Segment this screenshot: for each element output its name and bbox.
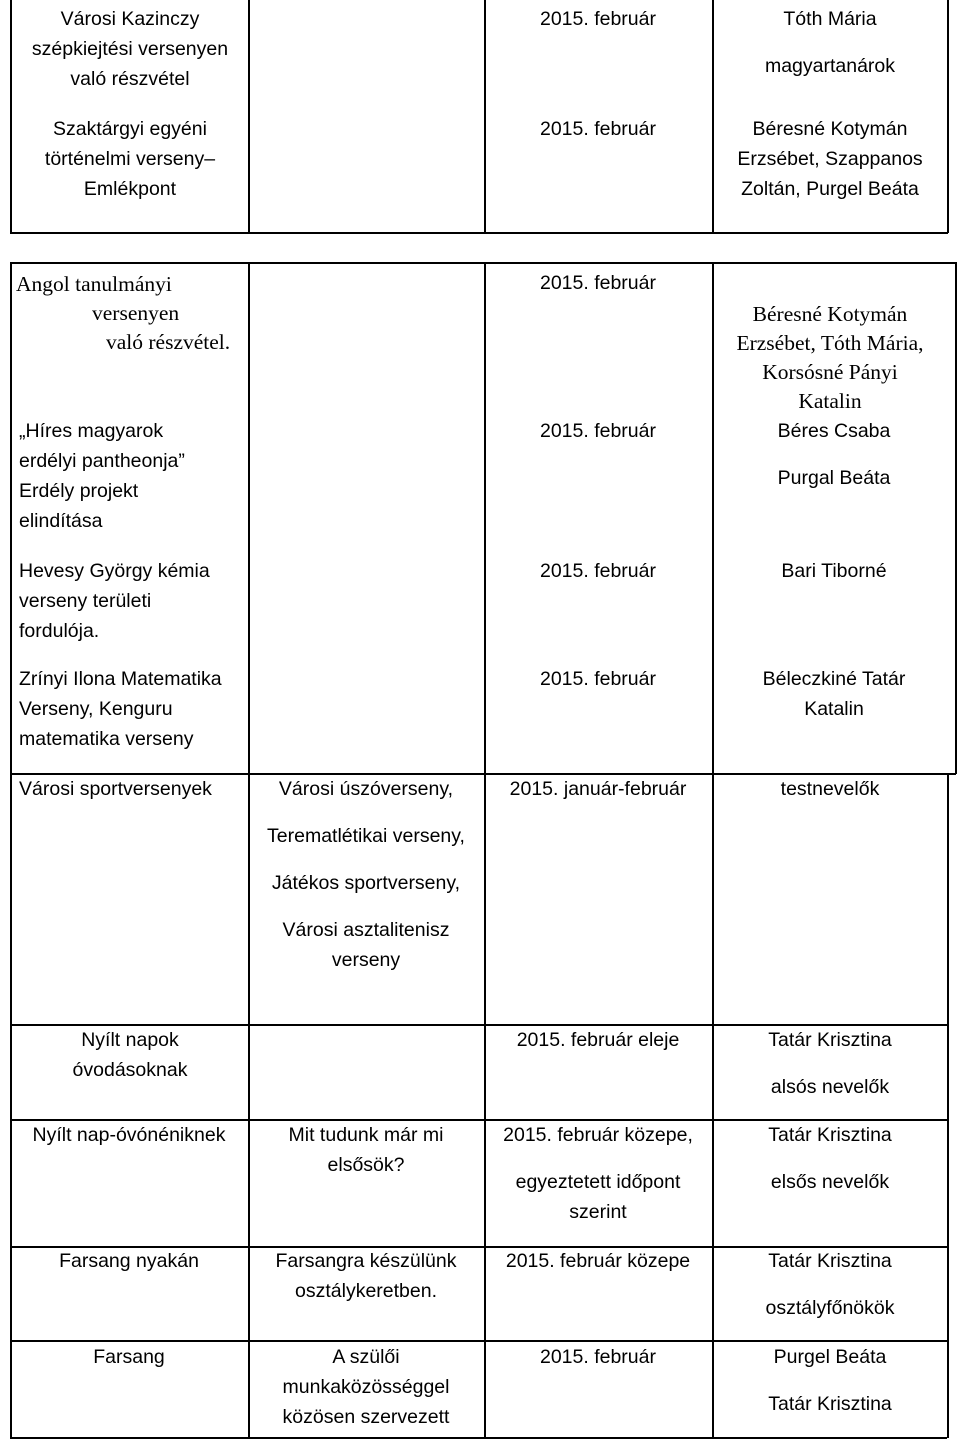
responsible-cell (714, 1246, 946, 1323)
date-cell (486, 4, 710, 34)
responsible-text: Béleczkiné Tatár Katalin (762, 668, 906, 720)
date-text: 2015. február (539, 118, 656, 140)
date-cell (486, 416, 710, 446)
responsible-text: Purgal Beáta (777, 467, 891, 489)
responsible-cell (714, 1342, 946, 1419)
event-text: való részvétel. (106, 330, 231, 354)
event-cell (19, 774, 247, 804)
table-border (10, 0, 12, 233)
event-cell (16, 270, 246, 357)
event-text: Hevesy György kémia verseny területi fordulója. (19, 560, 210, 642)
event-text: Farsang nyakán (59, 1250, 199, 1272)
table-border (10, 232, 948, 234)
responsible-text: Béresné Kotymán Erzsébet, Szappanos Zoltán, Purgel Beáta (737, 118, 923, 200)
event-cell (19, 556, 234, 646)
event-cell (30, 114, 230, 204)
date-cell (486, 114, 710, 144)
table-border (484, 773, 486, 1438)
responsible-text: Tatár Krisztina (768, 1250, 892, 1272)
table-border (712, 773, 714, 1438)
responsible-cell (714, 416, 954, 493)
description-text: Játékos sportverseny, (271, 872, 461, 894)
date-cell (486, 268, 710, 298)
event-text: Zrínyi Ilona Matematika Verseny, Kenguru matematika verseny (19, 668, 222, 750)
date-cell (486, 1342, 710, 1372)
responsible-cell (714, 4, 946, 81)
date-text: 2015. február (539, 668, 656, 690)
date-text: 2015. február (539, 1346, 656, 1368)
responsible-text: osztályfőnökök (765, 1297, 895, 1319)
event-cell (19, 416, 219, 536)
description-text: Mit tudunk már mi elsősök? (288, 1124, 444, 1176)
responsible-text: alsós nevelők (770, 1076, 890, 1098)
description-cell (260, 1120, 472, 1180)
event-text: Városi Kazinczy szépkiejtési versenyen való részvétel (31, 8, 229, 90)
table-border (947, 0, 949, 233)
date-cell (486, 774, 710, 804)
table-border (248, 0, 250, 233)
responsible-text: Tatár Krisztina (768, 1124, 892, 1146)
date-text: 2015. február (539, 560, 656, 582)
table-border (10, 1437, 947, 1439)
event-cell (12, 1342, 246, 1372)
responsible-cell (714, 1025, 946, 1102)
responsible-cell (730, 114, 930, 204)
date-text: egyeztetett időpont szerint (515, 1171, 681, 1223)
event-cell (30, 4, 230, 94)
table-border (712, 262, 714, 774)
date-cell (486, 664, 710, 694)
responsible-text: elsős nevelők (770, 1171, 890, 1193)
date-text: 2015. február eleje (516, 1029, 680, 1051)
date-text: 2015. február (539, 272, 656, 294)
event-cell (12, 1246, 246, 1276)
description-text: Városi úszóverseny, (278, 778, 454, 800)
description-cell (270, 1342, 462, 1432)
event-text: Szaktárgyi egyéni történelmi verseny– Emlékpont (44, 118, 216, 200)
description-text: Városi asztalitenisz verseny (282, 919, 450, 971)
responsible-text: magyartanárok (764, 55, 896, 77)
responsible-text: Béres Csaba (777, 420, 891, 442)
table-border (10, 262, 12, 774)
responsible-cell (714, 1120, 946, 1197)
event-text: Városi sportversenyek (19, 778, 212, 800)
event-cell (12, 1120, 246, 1150)
table-border (955, 262, 957, 774)
event-text: Angol tanulmányi (16, 272, 172, 296)
date-text: 2015. február (539, 420, 656, 442)
date-text: 2015. január-február (509, 778, 687, 800)
responsible-text: Béresné Kotymán Erzsébet, Tóth Mária, Korsósné Pányi Katalin (736, 302, 924, 413)
table-border (248, 262, 250, 774)
event-cell (30, 1025, 230, 1085)
date-cell (486, 556, 710, 586)
event-text: versenyen (92, 301, 180, 325)
description-text: A szülői munkaközösséggel közösen szervezett (282, 1346, 450, 1428)
responsible-cell (714, 556, 954, 586)
responsible-text: Purgel Beáta (773, 1346, 887, 1368)
date-cell (486, 1120, 710, 1227)
table-border (10, 262, 956, 264)
responsible-text: Tatár Krisztina (768, 1393, 892, 1415)
description-cell (250, 774, 482, 975)
table-border (484, 262, 486, 774)
event-text: Nyílt nap-óvónéniknek (32, 1124, 226, 1146)
responsible-cell (730, 300, 930, 416)
event-cell (19, 664, 244, 754)
event-text: Nyílt napok óvodásoknak (72, 1029, 188, 1081)
date-text: 2015. február közepe, (503, 1124, 693, 1146)
event-text: „Híres magyarok erdélyi pantheonja” Erdély projekt elindítása (19, 420, 185, 532)
table-border (947, 773, 949, 1438)
responsible-text: Bari Tiborné (781, 560, 887, 582)
table-border (10, 773, 12, 1438)
responsible-cell (714, 774, 946, 804)
date-text: 2015. február (539, 8, 656, 30)
date-text: 2015. február közepe (505, 1250, 691, 1272)
description-cell (260, 1246, 472, 1306)
responsible-text: Tóth Mária (783, 8, 877, 30)
description-text: Terematlétikai verseny, (267, 825, 465, 847)
responsible-text: testnevelők (780, 778, 880, 800)
date-cell (486, 1246, 710, 1276)
event-text: Farsang (93, 1346, 165, 1368)
responsible-text: Tatár Krisztina (768, 1029, 892, 1051)
description-text: Farsangra készülünk osztálykeretben. (275, 1250, 457, 1302)
responsible-cell (744, 664, 924, 724)
date-cell (486, 1025, 710, 1055)
